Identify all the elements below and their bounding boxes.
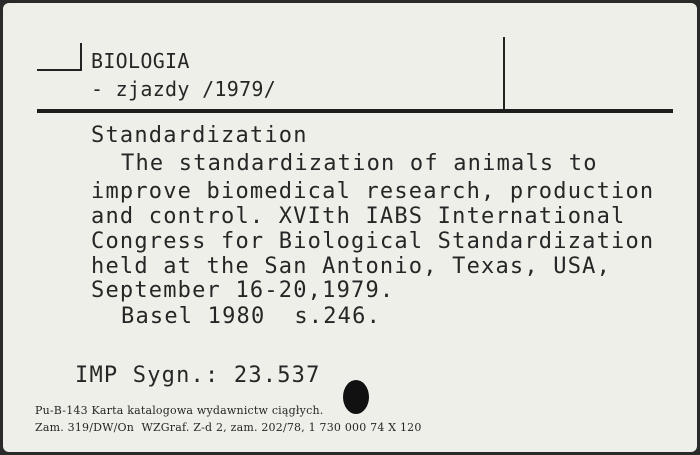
header-divider: [503, 37, 505, 109]
entry-line: Congress for Biological Standardization: [91, 229, 655, 254]
entry-line: The standardization of animals to: [121, 151, 598, 176]
header-rule: [37, 109, 673, 113]
entry-line: September 16-20,1979.: [91, 278, 395, 303]
punch-hole: [343, 380, 369, 414]
footer-line: Zam. 319/DW/On WZGraf. Z-d 2, zam. 202/78, 1 730 000 74 X 120: [35, 421, 422, 434]
entry-source: Basel 1980 s.246.: [121, 304, 382, 329]
call-number: IMP Sygn.: 23.537: [75, 363, 321, 388]
catalog-card: [3, 3, 697, 452]
entry-line: and control. XVIth IABS International: [91, 204, 626, 229]
header-marker-bar: [37, 69, 81, 71]
entry-line: held at the San Antonio, Texas, USA,: [91, 254, 612, 279]
subject-subheading: - zjazdy /1979/: [91, 77, 277, 101]
entry-title: Standardization: [91, 123, 308, 148]
header-marker-tick: [80, 43, 82, 71]
footer-line: Pu-B-143 Karta katalogowa wydawnictw ciągłych.: [35, 404, 324, 417]
subject-heading: BIOLOGIA: [91, 49, 190, 73]
entry-line: improve biomedical research, production: [91, 179, 655, 204]
